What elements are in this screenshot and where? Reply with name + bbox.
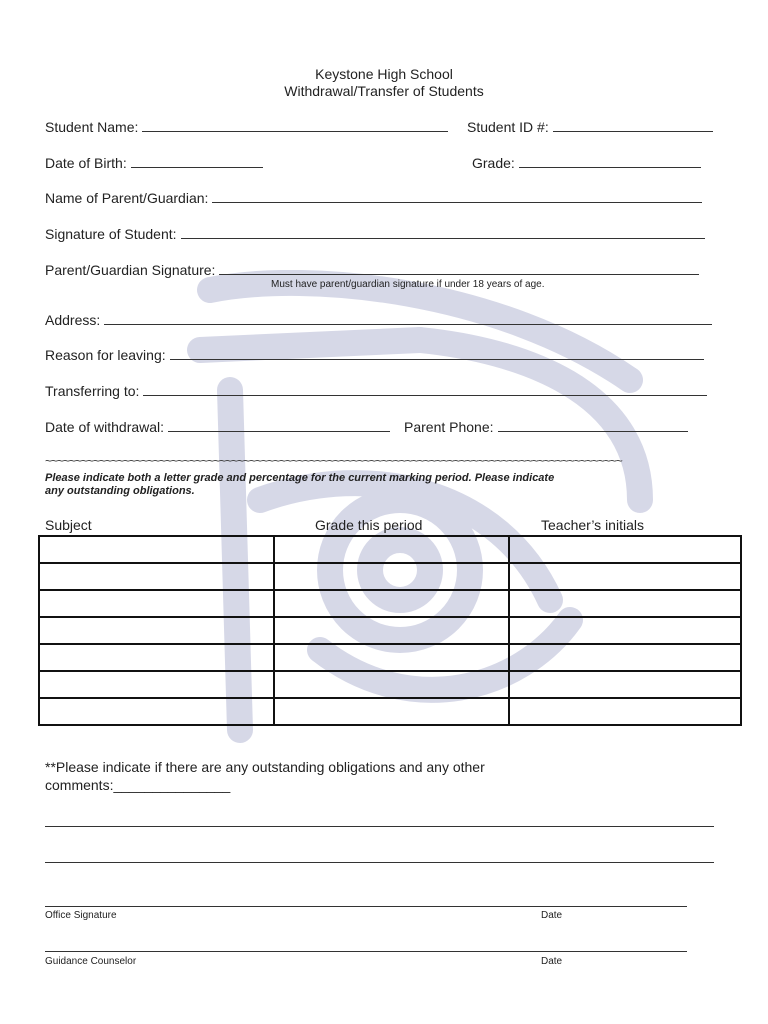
parent-name-label: Name of Parent/Guardian: [45,190,209,206]
office-signature-label: Office Signature [45,910,117,921]
initials-cell[interactable] [509,644,741,671]
subject-cell[interactable] [39,590,274,617]
dob-field[interactable] [131,155,263,168]
grade-field[interactable] [519,155,701,168]
subject-cell[interactable] [39,644,274,671]
instructions-line-1: Please indicate both a letter grade and percentage for the current marking period. Please indicate [45,472,555,484]
student-signature-field[interactable] [181,226,705,239]
reason-row [45,347,704,363]
comments-line-2: comments:_______________ [45,777,231,793]
initials-cell[interactable] [509,563,741,590]
grade-cell[interactable] [274,698,508,725]
student-id-label: Student ID #: [467,119,549,135]
comments-rule-1[interactable] [45,826,714,827]
school-name: Keystone High School [315,66,453,82]
office-date-label: Date [541,910,563,921]
reason-label: Reason for leaving: [45,347,166,363]
guidance-signature-line[interactable] [45,951,687,952]
parent-signature-field[interactable] [219,262,699,275]
table-row [39,617,741,644]
table-row [39,590,741,617]
header-subject: Subject [45,517,92,533]
comments-rule-2[interactable] [45,862,714,863]
grade-cell[interactable] [274,536,508,563]
student-id-row [467,119,713,135]
subject-cell[interactable] [39,671,274,698]
address-row [45,312,712,328]
initials-cell[interactable] [509,536,741,563]
grade-cell[interactable] [274,590,508,617]
withdrawal-date-label: Date of withdrawal: [45,419,165,435]
table-row [39,644,741,671]
subject-cell[interactable] [39,698,274,725]
header-grade: Grade this period [315,517,423,533]
guidance-date-label: Date [541,956,563,967]
office-signature-line[interactable] [45,906,687,907]
student-id-field[interactable] [553,119,713,132]
table-row [39,536,741,563]
instructions-line-2: any outstanding obligations. [45,485,195,497]
form-title: Withdrawal/Transfer of Students [284,83,484,99]
grades-table [38,535,742,726]
table-row [39,563,741,590]
initials-cell[interactable] [509,698,741,725]
withdrawal-date-row [45,419,390,435]
address-label: Address: [45,312,101,328]
reason-field[interactable] [170,347,704,360]
withdrawal-date-field[interactable] [168,419,390,432]
parent-phone-field[interactable] [498,419,688,432]
parent-signature-row [45,262,699,278]
student-signature-label: Signature of Student: [45,226,177,242]
parent-phone-label: Parent Phone: [404,419,494,435]
initials-cell[interactable] [509,590,741,617]
initials-cell[interactable] [509,617,741,644]
address-field[interactable] [104,312,712,325]
student-name-field[interactable] [142,119,448,132]
grade-label: Grade: [472,155,515,171]
separator: ~~~~~~~~~~~~~~~~~~~~~~~~~~~~~~~~~~~~~~~~~~~~~~~~~~~~~~~~~~~~~~~~~~~~~~~~~~~~~~~~~~~~~~~~~~~~~~~~ [45,454,622,468]
dob-row [45,155,263,171]
subject-cell[interactable] [39,563,274,590]
transferring-label: Transferring to: [45,383,140,399]
grade-cell[interactable] [274,644,508,671]
subject-cell[interactable] [39,617,274,644]
student-name-label: Student Name: [45,119,139,135]
parent-phone-row [404,419,688,435]
grade-row [472,155,701,171]
grade-cell[interactable] [274,563,508,590]
initials-cell[interactable] [509,671,741,698]
transferring-row [45,383,707,399]
parent-signature-note: Must have parent/guardian signature if under 18 years of age. [271,279,545,290]
table-row [39,671,741,698]
grade-cell[interactable] [274,671,508,698]
table-row [39,698,741,725]
subject-cell[interactable] [39,536,274,563]
parent-name-field[interactable] [212,190,702,203]
parent-name-row [45,190,702,206]
student-signature-row [45,226,705,242]
transferring-field[interactable] [143,383,707,396]
student-name-row [45,119,448,135]
header-initials: Teacher’s initials [541,517,644,533]
comments-line-1: **Please indicate if there are any outstanding obligations and any other [45,759,485,775]
dob-label: Date of Birth: [45,155,127,171]
parent-signature-label: Parent/Guardian Signature: [45,262,216,278]
grade-cell[interactable] [274,617,508,644]
guidance-counselor-label: Guidance Counselor [45,956,137,967]
